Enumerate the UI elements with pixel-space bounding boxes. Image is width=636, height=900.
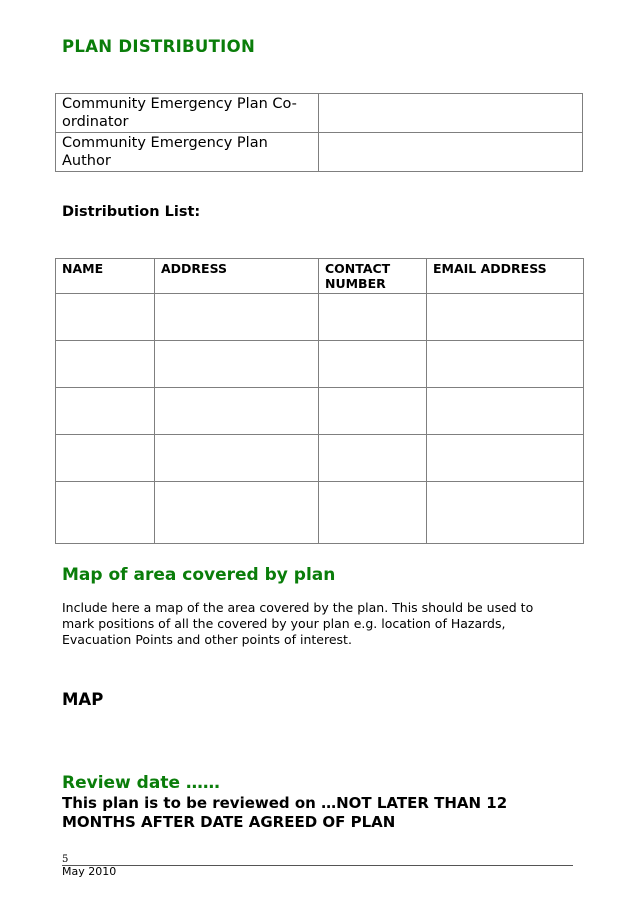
name-cell[interactable] <box>56 341 155 388</box>
table-row <box>56 341 584 388</box>
footer-date: May 2010 <box>62 865 117 878</box>
review-instruction-text: This plan is to be reviewed on …NOT LATER THAN 12 MONTHS AFTER DATE AGREED OF PLAN <box>62 794 508 831</box>
contact-number-cell[interactable] <box>319 388 427 435</box>
role-value-cell[interactable] <box>319 94 583 133</box>
column-header-name: NAME <box>56 259 155 294</box>
table-row <box>56 294 584 341</box>
column-header-address: ADDRESS <box>155 259 319 294</box>
address-cell[interactable] <box>155 294 319 341</box>
footer-divider <box>62 865 573 866</box>
distribution-list-label: Distribution List: <box>62 204 201 220</box>
contact-number-cell[interactable] <box>319 435 427 482</box>
contact-number-cell[interactable] <box>319 482 427 544</box>
table-row <box>56 482 584 544</box>
map-label: MAP <box>62 690 104 709</box>
name-cell[interactable] <box>56 388 155 435</box>
address-cell[interactable] <box>155 435 319 482</box>
address-cell[interactable] <box>155 341 319 388</box>
table-row <box>56 388 584 435</box>
map-section-heading: Map of area covered by plan <box>62 565 336 585</box>
name-cell[interactable] <box>56 435 155 482</box>
address-cell[interactable] <box>155 388 319 435</box>
distribution-table <box>55 258 584 544</box>
contact-number-cell[interactable] <box>319 341 427 388</box>
email-cell[interactable] <box>427 388 584 435</box>
page-title: PLAN DISTRIBUTION <box>62 37 256 56</box>
table-row <box>56 133 583 172</box>
email-cell[interactable] <box>427 341 584 388</box>
page-number: 5 <box>62 854 69 865</box>
map-section-description: Include here a map of the area covered by the plan. This should be used to mark positions of all the covered by your plan e.g. location of Hazards, Evacuation Points and other points of interest. <box>62 600 534 647</box>
column-header-email-address: EMAIL ADDRESS <box>427 259 584 294</box>
address-cell[interactable] <box>155 482 319 544</box>
email-cell[interactable] <box>427 294 584 341</box>
role-value-cell[interactable] <box>319 133 583 172</box>
name-cell[interactable] <box>56 294 155 341</box>
name-cell[interactable] <box>56 482 155 544</box>
table-row <box>56 435 584 482</box>
role-label: Community Emergency Plan Co-ordinator <box>56 94 319 133</box>
table-header-row <box>56 259 584 294</box>
contact-number-cell[interactable] <box>319 294 427 341</box>
role-label: Community Emergency Plan Author <box>56 133 319 172</box>
review-date-heading: Review date …… <box>62 773 220 793</box>
email-cell[interactable] <box>427 435 584 482</box>
column-header-contact-number: CONTACT NUMBER <box>319 259 427 294</box>
table-row <box>56 94 583 133</box>
roles-table <box>55 93 583 172</box>
email-cell[interactable] <box>427 482 584 544</box>
